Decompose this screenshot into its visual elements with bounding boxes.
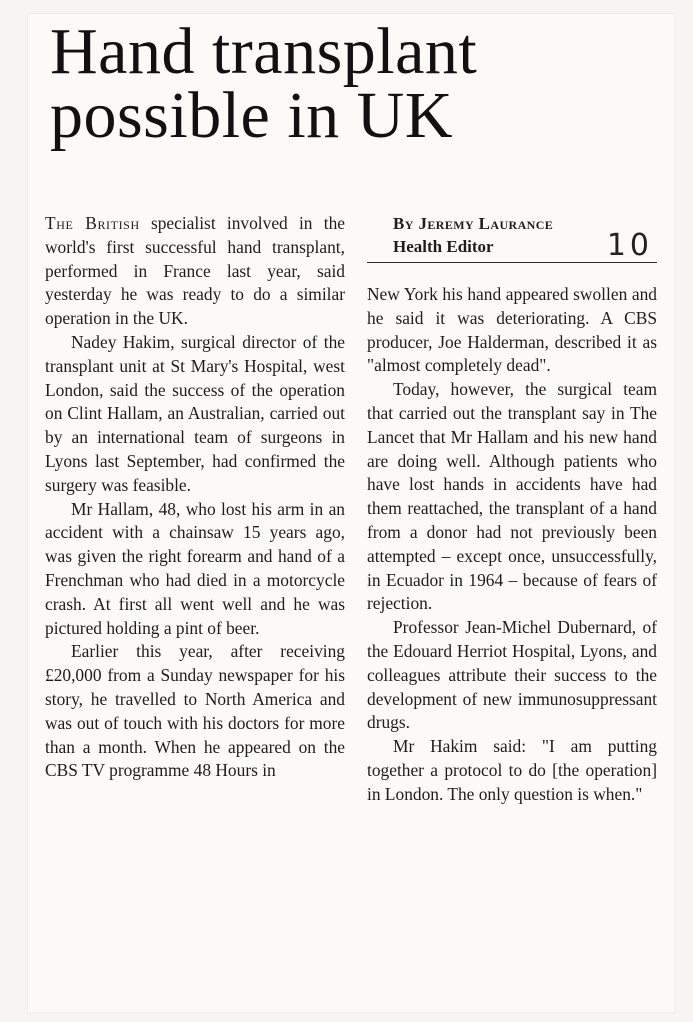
paragraph-1-text: specialist involved in the world's first successful hand transplant, performed in France last year, said yesterday he was ready to do a similar operation in the UK. <box>45 213 345 329</box>
paragraph-7: Professor Jean-Michel Dubernard, of the Edouard Herriot Hospital, Lyons, and colleagues attribute their success to the development of new immunosuppressant drugs. <box>367 617 657 733</box>
paragraph-6: Today, however, the surgical team that carried out the transplant say in The Lancet that Mr Hallam and his new hand are doing well. Although patients who have lost hands in accidents have had them reattached, the transplant of a hand from a donor had not previously been attempted – except once, unsuccessfully, in Ecuador in 1964 – because of fears of rejection. <box>367 379 657 614</box>
paragraph-1 <box>45 212 345 331</box>
paragraph-2: Nadey Hakim, surgical director of the transplant unit at St Mary's Hospital, west London, said the success of the operation on Clint Hallam, an Australian, carried out by an international team of surgeons in Lyons last September, had confirmed the surgery was feasible. <box>45 331 345 495</box>
lead-in: The British <box>45 213 140 233</box>
article-column-right <box>367 212 657 807</box>
paragraph-5: New York his hand appeared swollen and he said it was deteriorating. A CBS producer, Joe Halderman, described it as "almost completely dead". <box>367 284 657 376</box>
headline: Hand transplant possible in UK <box>50 15 478 152</box>
byline <box>367 212 657 263</box>
paragraph-3: Mr Hallam, 48, who lost his arm in an accident with a chainsaw 15 years ago, was given the right forearm and hand of a Frenchman who had died in a motorcycle crash. At first all went well and he was pictured holding a pint of beer. <box>45 498 345 638</box>
paragraph-4: Earlier this year, after receiving £20,000 from a Sunday newspaper for his story, he travelled to North America and was out of touch with his doctors for more than a month. When he appeared on the CBS TV programme 48 Hours in <box>45 641 345 781</box>
byline-author: By Jeremy Laurance <box>393 214 554 233</box>
byline-role: Health Editor <box>393 237 494 256</box>
paragraph-8: Mr Hakim said: "I am putting together a protocol to do [the operation] in London. The only question is when." <box>367 736 657 804</box>
article-column-left <box>45 212 345 783</box>
handwritten-page-mark: 10 <box>606 228 653 263</box>
